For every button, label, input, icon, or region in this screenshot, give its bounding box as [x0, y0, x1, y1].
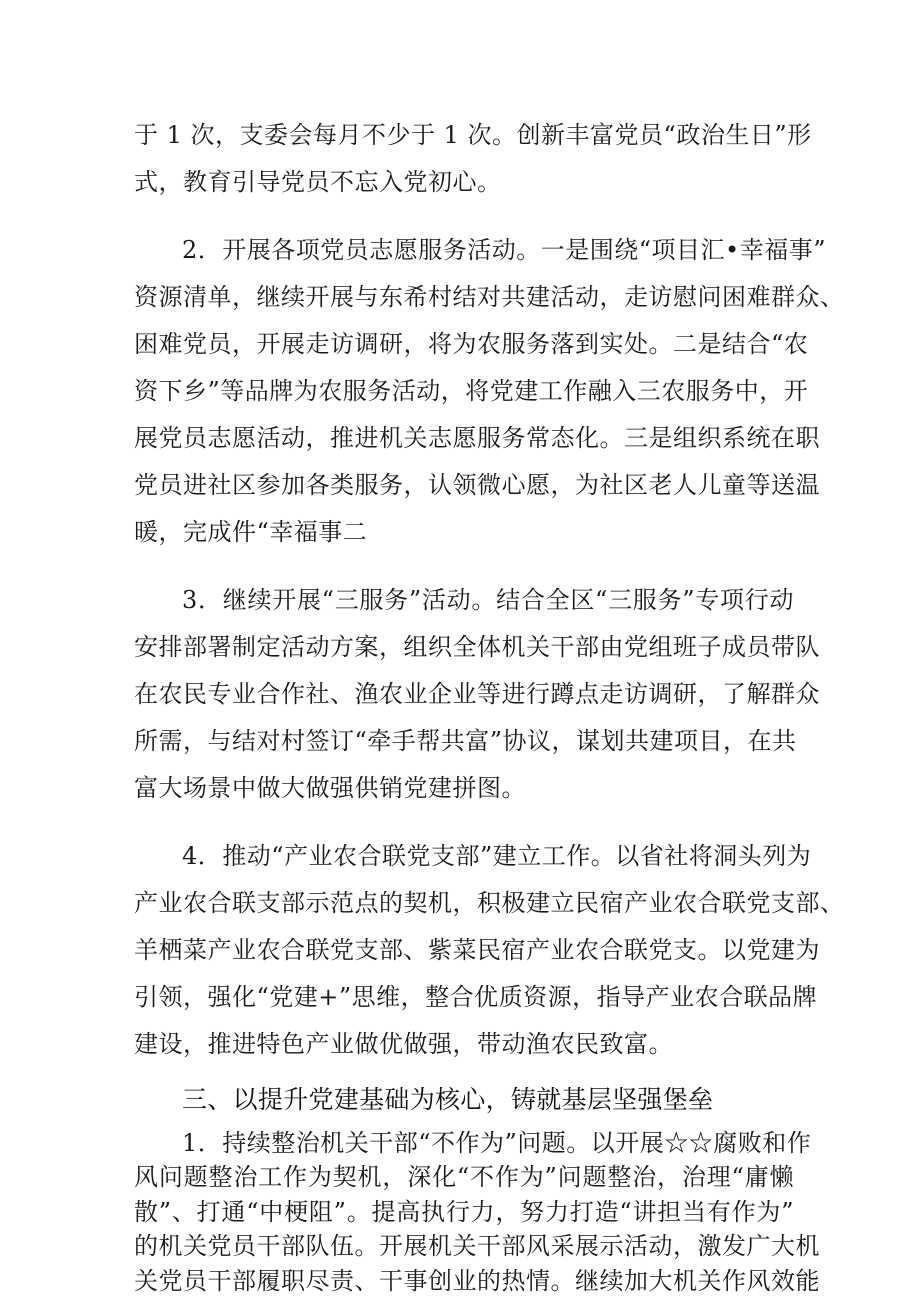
- text-line: 富大场景中做大做强供销党建拼图。: [134, 774, 526, 802]
- paragraph-start-line: 1．持续整治机关干部“不作为”问题。以开展☆☆腐败和作: [182, 1128, 812, 1157]
- paragraph-start-line: 4．推动“产业农合联党支部”建立工作。以省社将洞头列为: [182, 842, 812, 870]
- text-line: 产业农合联支部示范点的契机，积极建立民宿产业农合联党支部、: [134, 889, 845, 917]
- text-line: 的机关党员干部队伍。开展机关干部风采展示活动，激发广大机: [134, 1232, 820, 1261]
- text-line: 资源清单，继续开展与东希村结对共建活动，走访慰问困难群众、: [134, 283, 845, 311]
- text-line: 风问题整治工作为契机，深化“不作为”问题整治，治理“庸懒: [134, 1163, 794, 1192]
- text-line: 式，教育引导党员不忘入党初心。: [134, 168, 502, 196]
- text-line: 羊栖菜产业农合联党支部、紫菜民宿产业农合联党支。以党建为: [134, 936, 820, 964]
- paragraph-start-line: 3．继续开展“三服务”活动。结合全区“三服务”专项行动: [182, 586, 794, 614]
- text-line: 困难党员，开展走访调研，将为农服务落到实处。二是结合“农: [134, 330, 809, 358]
- text-line: 资下乡”等品牌为农服务活动，将党建工作融入三农服务中，开: [134, 377, 809, 405]
- text-line: 建设，推进特色产业做优做强，带动渔农民致富。: [134, 1030, 673, 1058]
- text-line: 散”、打通“中梗阻”。提高执行力，努力打造“讲担当有作为”: [134, 1197, 794, 1226]
- text-line: 关党员干部履职尽责、干事创业的热情。继续加大机关作风效能: [134, 1267, 820, 1295]
- section-heading: 三、以提升党建基础为核心，铸就基层坚强堡垒: [182, 1085, 714, 1114]
- text-line: 展党员志愿活动，推进机关志愿服务常态化。三是组织系统在职: [134, 424, 820, 452]
- text-line: 暖，完成件“幸福事二: [134, 518, 368, 546]
- text-line: 在农民专业合作社、渔农业企业等进行蹲点走访调研，了解群众: [134, 680, 820, 708]
- text-line: 所需，与结对村签订“牵手帮共富”协议，谋划共建项目，在共: [134, 727, 797, 755]
- text-line: 安排部署制定活动方案，组织全体机关干部由党组班子成员带队: [134, 633, 820, 661]
- paragraph-start-line: 2．开展各项党员志愿服务活动。一是围绕“项目汇•幸福事”: [182, 236, 826, 264]
- text-line: 党员进社区参加各类服务，认领微心愿，为社区老人儿童等送温: [134, 471, 820, 499]
- text-line: 于 1 次，支委会每月不少于 1 次。创新丰富党员“政治生日”形: [134, 121, 812, 149]
- text-line: 引领，强化“党建+”思维，整合优质资源，指导产业农合联品牌: [134, 983, 818, 1011]
